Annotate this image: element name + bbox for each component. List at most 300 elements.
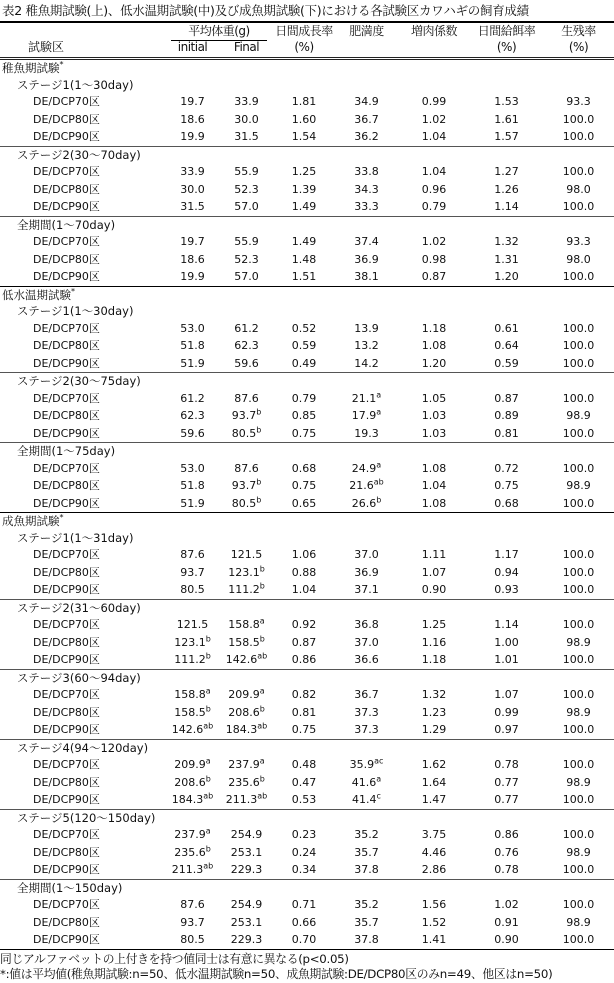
cell-feed-conversion: 3.75 <box>421 828 447 841</box>
cell-condition-factor: 35.9$^{ac}$ <box>349 756 384 771</box>
cell-feed-conversion: 0.90 <box>421 583 447 596</box>
cell-feeding-rate: 1.20 <box>494 270 519 283</box>
cell-daily-growth: 0.53 <box>291 793 317 806</box>
cell-survival-rate: 98.9 <box>566 915 591 929</box>
cell-condition-factor: 21.1$^a$ <box>351 389 382 405</box>
row-label: DE/DCP90区 <box>33 793 100 806</box>
cell-survival-rate: 100.0 <box>562 565 595 579</box>
row-label: DE/DCP80区 <box>33 182 100 196</box>
cell-feed-conversion: 1.23 <box>421 705 447 719</box>
cell-final: 211.3$^{ab}$ <box>225 791 268 806</box>
cell-survival-rate: 100.0 <box>562 828 595 841</box>
cell-feed-conversion: 1.07 <box>421 565 447 579</box>
cell-daily-growth: 1.81 <box>291 95 317 108</box>
cell-initial: 53.0 <box>180 461 205 475</box>
cell-daily-growth: 1.54 <box>291 130 317 143</box>
cell-feeding-rate: 1.31 <box>494 252 519 266</box>
significance-superscript: b <box>205 703 211 713</box>
cell-feeding-rate: 1.57 <box>494 130 519 143</box>
significance-superscript: b <box>256 494 262 504</box>
cell-final: 93.7$^b$ <box>231 477 262 492</box>
cell-survival-rate: 98.9 <box>566 635 591 649</box>
cell-daily-growth: 0.24 <box>291 845 317 859</box>
cell-survival-rate: 100.0 <box>562 200 595 213</box>
cell-feeding-rate: 0.91 <box>494 915 519 929</box>
cell-final: 158.8$^a$ <box>228 616 265 631</box>
row-label: DE/DCP80区 <box>33 845 100 859</box>
cell-feed-conversion: 1.47 <box>421 793 447 806</box>
row-label: DE/DCP90区 <box>33 723 100 736</box>
header-feeding-rate: 日間給餌率 <box>477 24 536 38</box>
cell-initial: 61.2 <box>180 391 205 405</box>
cell-condition-factor: 41.6$^a$ <box>351 773 382 789</box>
cell-initial: 211.3$^{ab}$ <box>171 861 214 876</box>
cell-daily-growth: 0.23 <box>291 828 317 841</box>
cell-initial: 111.2$^b$ <box>174 651 211 666</box>
table-body <box>0 60 614 949</box>
significance-superscript: b <box>205 633 211 643</box>
cell-feed-conversion: 1.62 <box>421 758 447 771</box>
stage-header-row: 全期間(1〜150day) <box>0 879 614 897</box>
row-label: DE/DCP80区 <box>33 409 100 422</box>
cell-condition-factor: 24.9$^a$ <box>351 459 382 475</box>
cell-initial: 19.9 <box>180 270 205 283</box>
stage-header-row: ステージ1(1〜30day) <box>17 304 134 318</box>
cell-survival-rate: 100.0 <box>562 321 595 335</box>
cell-feed-conversion: 1.56 <box>421 898 447 911</box>
cell-initial: 18.6 <box>180 112 205 126</box>
cell-condition-factor: 36.8 <box>354 618 379 631</box>
significance-superscript: ab <box>373 477 384 487</box>
cell-condition-factor: 37.4 <box>354 235 379 248</box>
cell-feed-conversion: 1.08 <box>421 339 447 352</box>
cell-condition-factor: 36.2 <box>354 130 379 143</box>
stage-header-row: ステージ2(30〜75day) <box>0 372 614 390</box>
cell-daily-growth: 1.04 <box>291 583 317 596</box>
row-label: DE/DCP80区 <box>33 635 100 649</box>
cell-feed-conversion: 0.96 <box>421 182 447 196</box>
cell-feed-conversion: 1.64 <box>421 775 447 789</box>
cell-condition-factor: 34.9 <box>354 95 379 108</box>
mean-weight-label: 平均体重(g) <box>171 24 267 41</box>
cell-feeding-rate: 1.61 <box>494 112 519 126</box>
significance-superscript: * <box>59 60 64 70</box>
cell-survival-rate: 100.0 <box>562 461 595 475</box>
cell-daily-growth: 1.51 <box>291 270 317 283</box>
cell-daily-growth: 0.75 <box>291 479 317 492</box>
cell-survival-rate: 98.9 <box>566 409 591 422</box>
cell-feed-conversion: 1.18 <box>421 653 447 666</box>
table-row <box>0 546 614 564</box>
cell-feed-conversion: 0.98 <box>421 252 447 266</box>
row-label: DE/DCP90区 <box>33 583 100 596</box>
header-daily-growth: 日間成長率 <box>275 24 333 38</box>
cell-daily-growth: 0.82 <box>291 688 317 701</box>
table-row <box>0 896 614 914</box>
cell-initial: 80.5 <box>180 933 205 946</box>
header-daily-growth-unit: (%) <box>294 40 314 54</box>
cell-final: 80.5$^b$ <box>231 494 262 510</box>
cell-daily-growth: 0.79 <box>291 391 317 405</box>
stage-header-row: ステージ2(30〜70day) <box>0 146 614 164</box>
stage-header-row: 全期間(1〜70day) <box>0 216 614 234</box>
table-row <box>0 355 614 373</box>
cell-survival-rate: 100.0 <box>562 165 595 178</box>
cell-daily-growth: 1.49 <box>291 200 317 213</box>
header-feeding-rate-unit: (%) <box>496 40 517 54</box>
cell-daily-growth: 0.86 <box>291 653 317 666</box>
cell-final: 57.0 <box>234 200 259 213</box>
cell-survival-rate: 100.0 <box>562 583 595 596</box>
cell-feed-conversion: 1.32 <box>421 688 447 701</box>
cell-feed-conversion: 0.79 <box>421 200 447 213</box>
cell-survival-rate: 100.0 <box>562 688 595 701</box>
table-row <box>0 791 614 809</box>
cell-feed-conversion: 1.05 <box>421 391 447 405</box>
significance-superscript: b <box>376 494 382 504</box>
table-row <box>0 634 614 652</box>
significance-superscript: b <box>259 581 265 591</box>
row-label: DE/DCP70区 <box>33 391 100 405</box>
cell-feed-conversion: 1.08 <box>421 496 447 510</box>
header-row-2 <box>0 40 614 57</box>
cell-final: 158.5$^b$ <box>228 633 265 649</box>
cell-feeding-rate: 1.53 <box>494 95 519 108</box>
cell-survival-rate: 98.0 <box>566 252 591 266</box>
cell-daily-growth: 0.75 <box>291 426 317 440</box>
table-row <box>0 163 614 181</box>
table-row <box>0 616 614 634</box>
cell-condition-factor: 37.8 <box>354 863 379 876</box>
cell-feed-conversion: 1.16 <box>421 635 447 649</box>
table-row <box>0 390 614 408</box>
row-label: DE/DCP90区 <box>33 130 100 143</box>
cell-initial: 87.6 <box>180 548 205 561</box>
cell-initial: 62.3 <box>180 409 205 422</box>
cell-feed-conversion: 1.20 <box>421 356 447 370</box>
cell-final: 33.9 <box>234 95 259 108</box>
cell-feeding-rate: 1.14 <box>494 618 519 631</box>
table-row <box>0 320 614 338</box>
cell-initial: 51.9 <box>180 356 205 370</box>
significance-superscript: a <box>376 773 382 783</box>
cell-daily-growth: 0.68 <box>291 461 317 475</box>
header-survival-rate: 生残率 <box>561 24 596 38</box>
cell-condition-factor: 37.8 <box>354 933 379 946</box>
cell-final: 237.9$^a$ <box>228 756 265 771</box>
cell-survival-rate: 100.0 <box>562 933 595 946</box>
cell-final: 30.0 <box>234 112 259 126</box>
cell-daily-growth: 0.65 <box>291 496 317 510</box>
cell-feeding-rate: 0.78 <box>494 758 519 771</box>
header-test-group: 試験区 <box>28 40 65 54</box>
cell-initial: 121.5 <box>176 618 209 631</box>
row-label: DE/DCP70区 <box>33 548 100 561</box>
row-label: DE/DCP80区 <box>33 565 100 579</box>
row-label: DE/DCP90区 <box>33 496 100 510</box>
row-label: DE/DCP90区 <box>33 270 100 283</box>
table-row <box>0 425 614 443</box>
significance-superscript: c <box>376 791 381 801</box>
cell-initial: 33.9 <box>180 165 205 178</box>
cell-feeding-rate: 0.75 <box>494 479 519 492</box>
cell-daily-growth: 0.34 <box>291 863 317 876</box>
cell-condition-factor: 21.6$^{ab}$ <box>349 477 384 492</box>
cell-condition-factor: 37.0 <box>354 635 379 649</box>
significance-superscript: b <box>259 773 265 783</box>
row-label: DE/DCP90区 <box>33 933 100 946</box>
header-row-1 <box>0 24 614 40</box>
row-label: DE/DCP90区 <box>33 200 100 213</box>
cell-feed-conversion: 1.29 <box>421 723 447 736</box>
significance-superscript: b <box>256 477 262 487</box>
cell-daily-growth: 1.06 <box>291 548 317 561</box>
table-row <box>0 651 614 669</box>
stage-header-row: ステージ5(120〜150day) <box>0 809 614 827</box>
cell-feed-conversion: 1.04 <box>421 479 447 492</box>
row-label: DE/DCP90区 <box>33 426 100 440</box>
cell-feeding-rate: 0.89 <box>494 409 519 422</box>
cell-feeding-rate: 1.14 <box>494 200 519 213</box>
cell-initial: 209.9$^a$ <box>174 756 211 771</box>
cell-condition-factor: 35.7 <box>354 845 379 859</box>
cell-final: 253.1 <box>230 845 263 859</box>
cell-final: 208.6$^b$ <box>228 703 265 719</box>
row-label: DE/DCP70区 <box>33 461 100 475</box>
cell-daily-growth: 1.49 <box>291 235 317 248</box>
significance-superscript: a <box>376 459 382 469</box>
cell-survival-rate: 100.0 <box>562 356 595 370</box>
table-footnotes <box>0 949 614 983</box>
cell-daily-growth: 0.66 <box>291 915 317 929</box>
cell-feeding-rate: 0.94 <box>494 565 519 579</box>
table-row <box>0 844 614 862</box>
table-row <box>0 128 614 146</box>
significance-superscript: a <box>259 616 265 626</box>
cell-daily-growth: 0.48 <box>291 758 317 771</box>
cell-survival-rate: 100.0 <box>562 391 595 405</box>
cell-condition-factor: 33.3 <box>354 200 379 213</box>
cell-feed-conversion: 1.52 <box>421 915 447 929</box>
cell-final: 254.9 <box>230 898 263 911</box>
cell-final: 123.1$^b$ <box>228 563 265 579</box>
significance-superscript: ab <box>203 861 214 871</box>
cell-survival-rate: 100.0 <box>562 898 595 911</box>
cell-feeding-rate: 0.64 <box>494 339 519 352</box>
significance-superscript: b <box>205 843 211 853</box>
cell-feed-conversion: 1.18 <box>421 321 447 335</box>
table-row <box>0 564 614 582</box>
cell-final: 229.3 <box>230 933 263 946</box>
cell-daily-growth: 0.88 <box>291 565 317 579</box>
cell-feeding-rate: 0.77 <box>494 793 519 806</box>
cell-feed-conversion: 0.99 <box>421 95 447 108</box>
cell-daily-growth: 0.71 <box>291 898 317 911</box>
row-label: DE/DCP70区 <box>33 898 100 911</box>
section-header-row: 稚魚期試験* <box>2 60 64 75</box>
footnote-sample-size: *:値は平均値(稚魚期試験:n=50、低水温期試験n=50、成魚期試験:DE/DCP80区のみn=49、他区はn=50) <box>0 967 553 981</box>
significance-superscript: b <box>259 563 265 573</box>
significance-superscript: ab <box>203 791 214 801</box>
significance-superscript: a <box>205 756 211 766</box>
cell-survival-rate: 100.0 <box>562 653 595 666</box>
cell-condition-factor: 14.2 <box>354 356 379 370</box>
cell-condition-factor: 36.9 <box>354 252 379 266</box>
cell-initial: 235.6$^b$ <box>174 843 211 859</box>
cell-daily-growth: 1.48 <box>291 252 317 266</box>
cell-final: 59.6 <box>234 356 259 370</box>
table-row <box>0 774 614 792</box>
cell-daily-growth: 0.87 <box>291 635 317 649</box>
header-blank-1 <box>335 40 398 57</box>
row-label: DE/DCP80区 <box>33 479 100 492</box>
significance-superscript: * <box>59 513 64 523</box>
cell-feeding-rate: 1.02 <box>494 898 519 911</box>
cell-survival-rate: 100.0 <box>562 270 595 283</box>
cell-condition-factor: 35.2 <box>354 898 379 911</box>
cell-initial: 80.5 <box>180 583 205 596</box>
significance-superscript: * <box>71 286 75 296</box>
cell-initial: 123.1$^b$ <box>174 633 211 649</box>
cell-initial: 51.8 <box>180 339 205 352</box>
cell-survival-rate: 98.9 <box>566 705 591 719</box>
cell-final: 62.3 <box>234 339 259 352</box>
cell-condition-factor: 37.3 <box>354 705 379 719</box>
cell-feed-conversion: 2.86 <box>421 863 447 876</box>
row-label: DE/DCP80区 <box>33 112 100 126</box>
table-row <box>0 756 614 774</box>
cell-daily-growth: 0.52 <box>291 321 317 335</box>
cell-feeding-rate: 1.26 <box>494 182 519 196</box>
cell-survival-rate: 100.0 <box>562 618 595 631</box>
cell-final: 254.9 <box>230 828 263 841</box>
cell-feeding-rate: 0.93 <box>494 583 519 596</box>
cell-daily-growth: 0.49 <box>291 356 317 370</box>
cell-condition-factor: 41.4$^c$ <box>352 791 381 806</box>
table-row <box>0 861 614 879</box>
cell-condition-factor: 19.3 <box>354 426 379 440</box>
cell-initial: 142.6$^{ab}$ <box>171 721 214 736</box>
cell-feed-conversion: 1.11 <box>421 548 447 561</box>
cell-initial: 59.6 <box>180 426 205 440</box>
row-label: DE/DCP80区 <box>33 252 100 266</box>
cell-survival-rate: 93.3 <box>566 95 591 108</box>
row-label: DE/DCP70区 <box>33 758 100 771</box>
cell-initial: 18.6 <box>180 252 205 266</box>
cell-daily-growth: 0.81 <box>291 705 317 719</box>
cell-initial: 87.6 <box>180 898 205 911</box>
cell-condition-factor: 13.2 <box>354 339 379 352</box>
cell-final: 87.6 <box>234 391 259 405</box>
header-survival-rate-unit: (%) <box>568 40 589 54</box>
cell-feeding-rate: 0.81 <box>494 426 519 440</box>
header-blank-2 <box>398 40 470 57</box>
cell-survival-rate: 93.3 <box>566 235 591 248</box>
cell-survival-rate: 98.9 <box>566 845 591 859</box>
stage-header-row: ステージ1(1〜30day) <box>17 77 134 92</box>
cell-feeding-rate: 0.77 <box>494 775 519 789</box>
significance-superscript: ab <box>257 651 268 661</box>
cell-survival-rate: 100.0 <box>562 130 595 143</box>
significance-superscript: b <box>259 703 265 713</box>
significance-superscript: b <box>256 407 262 417</box>
cell-initial: 237.9$^a$ <box>174 826 211 841</box>
cell-survival-rate: 100.0 <box>562 548 595 561</box>
section-header-row: 成魚期試験* <box>0 512 614 530</box>
significance-superscript: a <box>205 686 211 696</box>
cell-condition-factor: 36.7 <box>354 688 379 701</box>
table-row <box>0 495 614 513</box>
header-initial: initial <box>177 40 208 54</box>
table-row <box>0 931 614 949</box>
cell-daily-growth: 0.75 <box>291 723 317 736</box>
table-row <box>0 198 614 216</box>
cell-final: 55.9 <box>234 165 259 178</box>
cell-final: 184.3$^{ab}$ <box>225 721 268 736</box>
significance-superscript: b <box>259 633 265 643</box>
cell-initial: 51.9 <box>180 496 205 510</box>
significance-superscript: ab <box>203 721 214 731</box>
stage-header-row: 全期間(1〜75day) <box>0 442 614 460</box>
cell-feeding-rate: 1.07 <box>494 688 519 701</box>
cell-final: 52.3 <box>234 182 259 196</box>
cell-feed-conversion: 1.03 <box>421 409 447 422</box>
cell-initial: 158.5$^b$ <box>174 703 211 719</box>
row-label: DE/DCP70区 <box>33 688 100 701</box>
row-label: DE/DCP70区 <box>33 95 100 108</box>
table-row <box>0 581 614 599</box>
row-label: DE/DCP80区 <box>33 915 100 929</box>
table-row <box>0 826 614 844</box>
significance-superscript: b <box>256 424 262 434</box>
cell-survival-rate: 98.9 <box>566 775 591 789</box>
row-label: DE/DCP70区 <box>33 618 100 631</box>
cell-condition-factor: 38.1 <box>354 270 379 283</box>
stage-header-row: ステージ1(1〜31day) <box>17 530 134 545</box>
significance-superscript: a <box>376 407 382 417</box>
cell-condition-factor: 35.2 <box>354 828 379 841</box>
significance-superscript: ab <box>257 721 268 731</box>
row-label: DE/DCP70区 <box>33 828 100 841</box>
row-label: DE/DCP90区 <box>33 863 100 876</box>
cell-feed-conversion: 1.41 <box>421 933 447 946</box>
cell-survival-rate: 100.0 <box>562 863 595 876</box>
cell-final: 57.0 <box>234 270 259 283</box>
header-mean-weight <box>165 24 273 41</box>
table-row <box>0 721 614 739</box>
cell-survival-rate: 100.0 <box>562 496 595 510</box>
table-row <box>0 914 614 932</box>
cell-condition-factor: 36.9 <box>354 565 379 579</box>
table-row <box>0 268 614 286</box>
cell-initial: 19.7 <box>180 95 205 108</box>
cell-feed-conversion: 1.02 <box>421 235 447 248</box>
header-final: Final <box>233 40 260 54</box>
cell-final: 61.2 <box>234 321 259 335</box>
stage-header-row: ステージ3(60〜94day) <box>0 669 614 687</box>
table-row <box>0 181 614 199</box>
cell-survival-rate: 100.0 <box>562 426 595 440</box>
section-header-row: 低水温期試験* <box>0 286 614 304</box>
cell-initial: 53.0 <box>180 321 205 335</box>
table-row <box>0 337 614 355</box>
cell-feeding-rate: 0.61 <box>494 321 519 335</box>
cell-daily-growth: 1.25 <box>291 165 317 178</box>
cell-condition-factor: 37.1 <box>354 583 379 596</box>
cell-daily-growth: 0.47 <box>291 775 317 789</box>
cell-survival-rate: 100.0 <box>562 339 595 352</box>
cell-final: 142.6$^{ab}$ <box>225 651 268 666</box>
